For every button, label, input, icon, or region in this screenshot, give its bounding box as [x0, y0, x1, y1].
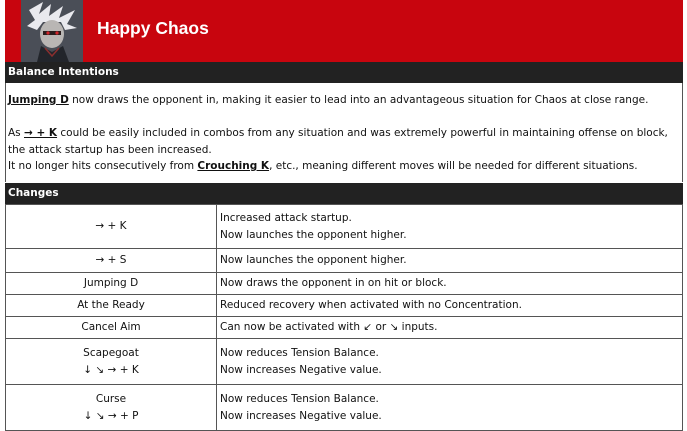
move-cell: Curse ↓ ↘ → + P	[6, 385, 217, 431]
change-cell: Now reduces Tension Balance. Now increases Negative value.	[217, 385, 683, 431]
change-cell: Reduced recovery when activated with no Concentration.	[217, 295, 683, 317]
balance-intentions-body	[5, 83, 683, 182]
character-banner	[5, 0, 683, 62]
move-cell: Cancel Aim	[6, 317, 217, 339]
intention-paragraph-3: It no longer hits consecutively from Crouching K, etc., meaning different moves will be needed for different situations.	[8, 160, 638, 172]
move-cell: → + K	[6, 205, 217, 249]
move-link-forward-k[interactable]: → + K	[24, 127, 58, 139]
table-row	[6, 295, 683, 317]
move-link-crouching-k[interactable]: Crouching K	[197, 160, 270, 172]
change-cell: Increased attack startup. Now launches the opponent higher.	[217, 205, 683, 249]
table-row	[6, 273, 683, 295]
move-link-jumping-d[interactable]: Jumping D	[8, 94, 69, 106]
intention-paragraph-2: As → + K could be easily included in combos from any situation and was extremely powerful in maintaining offense on block, the attack startup has been increased.	[8, 127, 668, 156]
change-cell: Can now be activated with ↙ or ↘ inputs.	[217, 317, 683, 339]
intention-paragraph-1: Jumping D now draws the opponent in, making it easier to lead into an advantageous situation for Chaos at close range.	[8, 94, 649, 106]
move-cell: At the Ready	[6, 295, 217, 317]
change-cell: Now launches the opponent higher.	[217, 249, 683, 273]
move-cell: → + S	[6, 249, 217, 273]
changes-table	[5, 204, 683, 431]
change-cell: Now reduces Tension Balance. Now increases Negative value.	[217, 339, 683, 385]
table-row	[6, 249, 683, 273]
move-cell: Scapegoat ↓ ↘ → + K	[6, 339, 217, 385]
table-row	[6, 317, 683, 339]
move-cell: Jumping D	[6, 273, 217, 295]
balance-intentions-heading: Balance Intentions	[5, 62, 683, 83]
table-row	[6, 339, 683, 385]
character-name: Happy Chaos	[97, 18, 209, 38]
changes-heading: Changes	[5, 183, 683, 204]
table-row	[6, 385, 683, 431]
character-portrait-icon	[21, 0, 83, 62]
table-row	[6, 205, 683, 249]
change-cell: Now draws the opponent in on hit or block.	[217, 273, 683, 295]
portrait-art	[21, 0, 83, 62]
